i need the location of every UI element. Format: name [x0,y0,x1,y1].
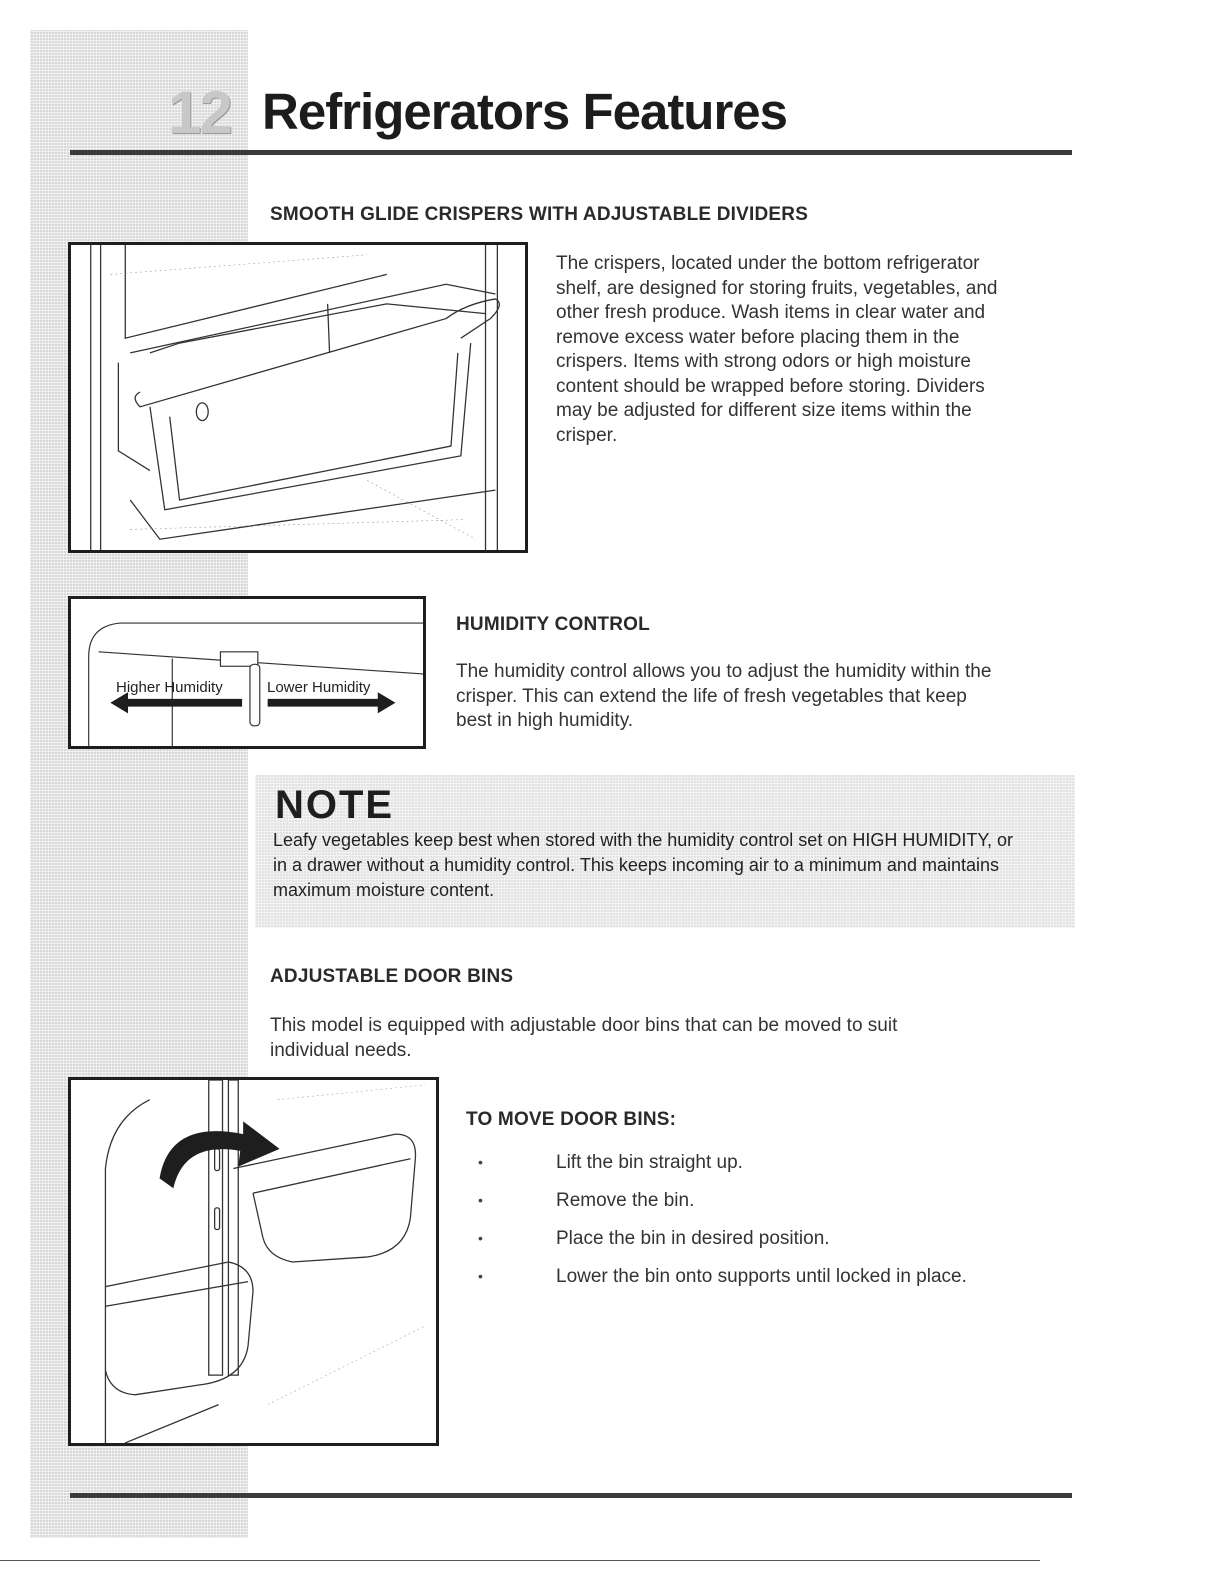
humidity-heading: HUMIDITY CONTROL [456,614,650,635]
list-item: • Lift the bin straight up. [478,1152,743,1173]
door-bins-line: This model is equipped with adjustable door bins that can be moved to suit [270,1015,898,1036]
crispers-line: may be adjusted for different size items within the [556,400,972,421]
bullet-icon: • [478,1268,483,1284]
humidity-control-figure [68,596,426,749]
page-title: Refrigerators Features [262,83,788,140]
move-door-bins-subheading: TO MOVE DOOR BINS: [466,1109,677,1130]
humidity-slider-illustration [71,599,423,746]
list-item: • Remove the bin. [478,1190,695,1211]
door-bins-line: individual needs. [270,1039,412,1061]
crispers-line: other fresh produce. Wash items in clear water and [556,302,986,323]
crispers-line: The crispers, located under the bottom refrigerator [556,253,980,274]
crispers-line: crispers. Items with strong odors or high moisture [556,351,971,372]
header-rule [70,150,1072,155]
lower-humidity-label: Lower Humidity [267,679,371,696]
crispers-description [556,252,1076,448]
bullet-icon: • [478,1192,483,1208]
door-bins-description [270,1014,1030,1063]
page-number: 12 [168,79,231,146]
note-line: Leafy vegetables keep best when stored with the humidity control set on HIGH HUMIDITY, or [273,830,1014,850]
page-edge-line [0,1560,1040,1561]
higher-humidity-label: Higher Humidity [116,679,223,696]
humidity-line: best in high humidity. [456,710,634,731]
door-bins-heading: ADJUSTABLE DOOR BINS [270,966,514,987]
note-title: NOTE [275,783,395,827]
crispers-line: shelf, are designed for storing fruits, vegetables, and [556,277,998,299]
crisper-drawer-illustration [71,245,525,550]
crisper-drawer-figure [68,242,528,553]
humidity-description [456,660,1086,734]
bullet-icon: • [478,1154,483,1170]
footer-rule [70,1493,1072,1498]
door-bins-illustration [71,1080,436,1443]
humidity-line: The humidity control allows you to adjust the humidity within the [456,661,992,682]
list-item: • Lower the bin onto supports until locked in place. [478,1266,967,1287]
crispers-heading: SMOOTH GLIDE CRISPERS WITH ADJUSTABLE DIVIDERS [270,204,809,225]
note-line: in a drawer without a humidity control. This keeps incoming air to a minimum and maintains [273,855,999,875]
note-line: maximum moisture content. [273,880,495,900]
note-box [255,775,1075,928]
move-door-bins-steps [478,1152,1058,1304]
list-item: • Place the bin in desired position. [478,1228,830,1249]
bullet-icon: • [478,1230,483,1246]
crispers-line: crisper. [556,424,618,446]
crispers-line: remove excess water before placing them in the [556,326,960,348]
humidity-line: crisper. This can extend the life of fresh vegetables that keep [456,685,967,707]
note-text [273,828,1073,903]
crispers-line: content should be wrapped before storing. Dividers [556,375,985,397]
door-bins-figure [68,1077,439,1446]
